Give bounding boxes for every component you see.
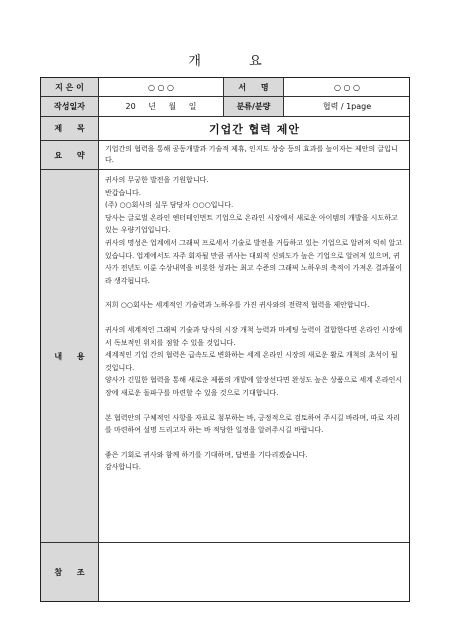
summary-value: 기업간의 협력을 통해 공동개발과 기술적 제휴, 인지도 상승 등의 효과를 높이자는 제안의 글입니다. — [105, 145, 398, 164]
signature-value: ○ ○ ○ — [333, 82, 361, 92]
content-paragraph: 반갑습니다. — [105, 188, 142, 197]
content-paragraph: 귀사의 명성은 업계에서 그래픽 프로세서 기술로 발전을 거듭하고 있는 기업으로 알려져 익히 알고 있습니다. 업계에서도 자주 회자될 만큼 귀사는 대외적 신뢰도가 높은 기업으로 알려져 있으며, 귀사가 전년도 이룬 수상내역을 비롯한 성과는 최고 수준의 그래픽 노하우의 축적이 가져온 결과물이라 생각됩니다. — [105, 238, 405, 285]
signature-label: 서 명 — [224, 78, 284, 96]
date-row — [41, 97, 409, 117]
content-paragraph: 귀사의 세계적인 그래픽 기술과 당사의 시장 개척 능력과 마케팅 능력이 결합한다면 온라인 시장에서 독보적인 위치를 점할 수 있을 것입니다. — [105, 325, 403, 347]
content-paragraph: 세계적인 기업 간의 협력은 급속도로 변화하는 세계 온라인 시장의 새로운 활로 개척의 초석이 될 것입니다. — [105, 351, 400, 372]
author-row — [41, 78, 409, 97]
content-paragraph: 좋은 기회로 귀사와 함께 하기를 기대하며, 답변을 기다리겠습니다. — [105, 450, 308, 459]
author-value: ○ ○ ○ — [99, 78, 224, 96]
reference-label: 참 조 — [41, 543, 99, 601]
content-paragraph: 본 협력안의 구체적인 사항을 자료로 첨부하는 바, 긍정적으로 검토하여 주시길 바라며, 따로 자리를 마련하여 설명 드리고자 하는 바 적당한 일정을 알려주시길 바랍니다. — [105, 413, 400, 435]
content-body — [99, 170, 410, 542]
reference-row — [41, 543, 409, 601]
content-paragraph: 저희 ○○회사는 세계적인 기술력과 노하우를 가진 귀사와의 전략적 협력을 제안합니다. — [105, 301, 370, 310]
document-title: 개 요 — [188, 54, 284, 69]
category-label: 분류/분량 — [224, 97, 284, 116]
content-paragraph: 귀사의 무궁한 발전을 기원합니다. — [105, 176, 209, 184]
summary-row — [41, 141, 409, 170]
summary-label: 요 약 — [41, 141, 99, 169]
subject-label: 제 목 — [41, 117, 99, 140]
content-label: 내 용 — [41, 170, 99, 542]
content-paragraph: 감사합니다. — [105, 463, 142, 472]
content-paragraph: (주) ○○회사의 실무 담당자 ○○○입니다. — [105, 201, 234, 210]
subject-value: 기업간 협력 제안 — [208, 122, 301, 136]
date-label: 작성일자 — [41, 97, 99, 116]
content-paragraph: 당사는 글로벌 온라인 엔터테인먼트 기업으로 온라인 시장에서 새로운 아이템의 개발을 시도하고 있는 우량기업입니다. — [105, 213, 400, 235]
overview-table — [40, 77, 410, 602]
category-value: 협력 / 1page — [322, 102, 372, 111]
reference-value — [99, 543, 410, 601]
subject-row — [41, 117, 409, 141]
content-row — [41, 170, 409, 543]
content-paragraph: 양사가 긴밀한 협력을 통해 새로운 제품의 개발에 앞장선다면 완성도 높은 상품으로 세계 온라인시장에 새로운 돌파구를 마련할 수 있을 것으로 기대합니다. — [105, 376, 403, 397]
author-label: 지 은 이 — [41, 78, 99, 96]
date-value: 20 년 월 일 — [99, 97, 224, 116]
